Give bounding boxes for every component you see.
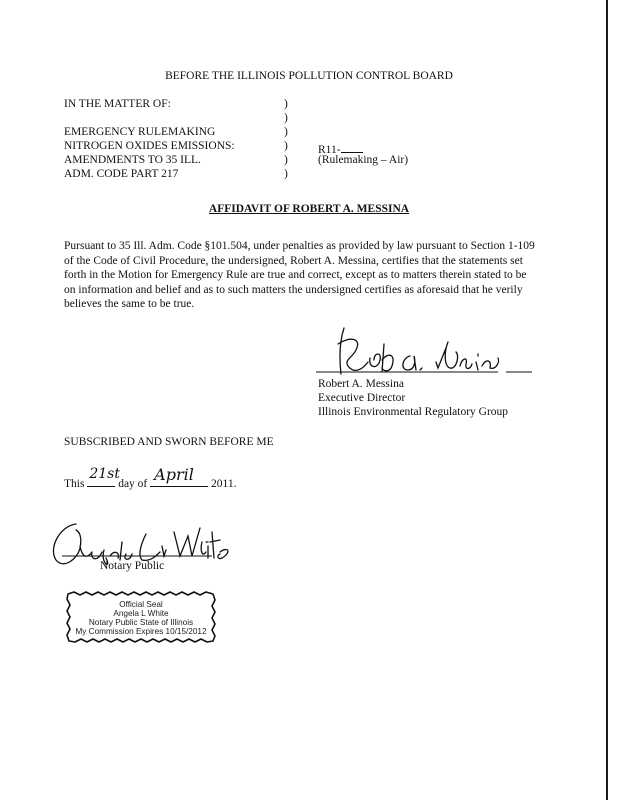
docket-type: (Rulemaking – Air) — [318, 154, 409, 166]
board-title: BEFORE THE ILLINOIS POLLUTION CONTROL BOARD — [165, 70, 453, 82]
seal-line-4: My Commission Expires 10/15/2012 — [75, 627, 207, 636]
seal-line-1: Official Seal — [119, 600, 163, 609]
affidavit-title: AFFIDAVIT OF ROBERT A. MESSINA — [208, 203, 410, 215]
jurat-day-of: day of — [118, 478, 148, 490]
caption-line-2: NITROGEN OXIDES EMISSIONS: — [64, 140, 235, 152]
messina-signature — [310, 322, 534, 382]
caption-paren: ) — [284, 98, 288, 110]
docket-blank — [341, 140, 363, 153]
jurat-date-line — [64, 465, 237, 496]
jurat-this: This — [64, 478, 85, 490]
page-edge-rule — [606, 0, 608, 800]
signer-name: Robert A. Messina — [318, 378, 404, 390]
caption-paren: ) — [284, 126, 288, 138]
subscribed-line: SUBSCRIBED AND SWORN BEFORE ME — [64, 436, 274, 448]
caption-paren: ) — [284, 112, 288, 124]
month-blank — [150, 465, 208, 487]
day-handwritten: 21st — [89, 466, 120, 482]
affidavit-body: Pursuant to 35 Ill. Adm. Code §101.504, under penalties as provided by law pursuant to Section 1-109 of the Code of Civil Procedure, the undersigned, Robert A. Messina, certifies that the statements set forth in the Motion for Emergency Rule are true and correct, except as to matters therein stated to be on information and belief and as to such matters the undersigned certifies as aforesaid that he verily believes the same to be true. — [64, 240, 535, 310]
caption-paren: ) — [284, 154, 288, 166]
month-handwritten: April — [154, 465, 194, 484]
day-blank — [87, 466, 120, 487]
caption-line-1: EMERGENCY RULEMAKING — [64, 126, 216, 138]
caption-line-4: ADM. CODE PART 217 — [64, 168, 179, 180]
caption-paren: ) — [284, 140, 288, 152]
signer-org: Illinois Environmental Regulatory Group — [318, 406, 509, 418]
caption-in-matter: IN THE MATTER OF: — [64, 98, 171, 110]
notary-seal — [66, 591, 216, 643]
notary-public-label: Notary Public — [100, 560, 165, 572]
signer-title: Executive Director — [318, 392, 406, 404]
seal-line-3: Notary Public State of Illinois — [88, 618, 194, 627]
jurat-year: 2011. — [211, 478, 237, 490]
seal-line-2: Angela L White — [113, 609, 169, 618]
caption-line-3: AMENDMENTS TO 35 ILL. — [64, 154, 201, 166]
caption-paren: ) — [284, 168, 288, 180]
docket-prefix: R11- — [318, 144, 341, 156]
